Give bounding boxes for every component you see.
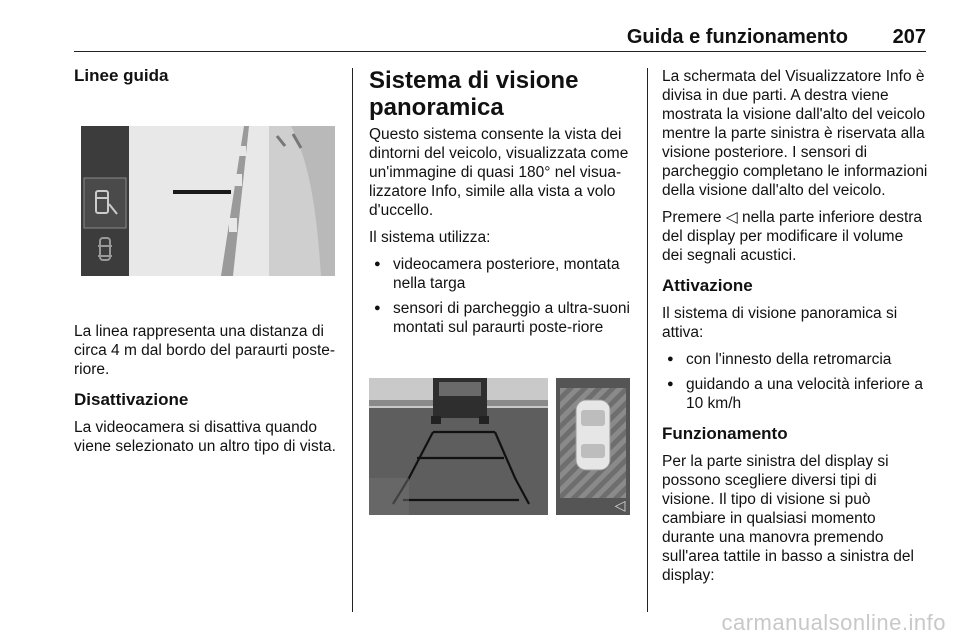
left-column bbox=[74, 62, 342, 94]
right-column bbox=[662, 67, 928, 593]
watermark: carmanualsonline.info bbox=[721, 610, 946, 635]
page-number: 207 bbox=[892, 26, 926, 48]
list-item: ● videocamera posteriore, montata nella targa bbox=[369, 255, 635, 293]
paragraph-guide-line: La linea rappresenta una distanza di circa 4 m dal bordo del paraurti poste-riore. bbox=[74, 323, 336, 378]
vehicle-ahead bbox=[431, 378, 489, 424]
paragraph-intro: Questo sistema consente la vista dei dintorni del veicolo, visualizzata come un'immagine di quasi 180° nel visua-lizzatore Info, simile alla vista a volo d'uccello. bbox=[369, 126, 629, 219]
list-item: ● guidando a una velocità inferiore a 10 km/h bbox=[662, 375, 928, 413]
guide-line-4m bbox=[173, 190, 231, 194]
figure-top-view bbox=[556, 378, 630, 515]
list-item: ● con l'innesto della retromarcia bbox=[662, 350, 928, 369]
activation-conditions-list bbox=[662, 350, 928, 413]
figure-guide-lines bbox=[81, 126, 335, 276]
paragraph-display-split: La schermata del Visualizzatore Info è divisa in due parti. A destra viene mostrata la visione dall'alto del veicolo mentre la parte sinistra è riservata alla visione posteriore. I sensori di parcheggio completano le informazioni della visione dall'alto del veicolo. bbox=[662, 68, 928, 199]
column-divider-1 bbox=[352, 68, 353, 612]
main-title-line1: Sistema di visione bbox=[369, 67, 579, 94]
middle-column bbox=[369, 67, 635, 345]
page-header bbox=[74, 26, 926, 50]
heading-linee-guida: Linee guida bbox=[74, 66, 169, 85]
column-divider-2 bbox=[647, 68, 648, 612]
system-components-list bbox=[369, 255, 635, 337]
paragraph-volume: Premere ◁ nella parte inferiore destra del display per modificare il volume dei segnali acustici. bbox=[662, 209, 923, 264]
paragraph-operation: Per la parte sinistra del display si possono scegliere diversi tipi di visione. Il tipo di visione si può cambiare in qualsiasi momento durante una manovra premendo sull'area tattile in basso a sinistra del display: bbox=[662, 453, 914, 584]
heading-attivazione: Attivazione bbox=[662, 276, 753, 295]
guide-lines-camera-view bbox=[81, 126, 335, 276]
volume-icon: ◁ bbox=[614, 498, 626, 514]
list-item: ● sensori di parcheggio a ultra-suoni montati sul paraurti poste-riore bbox=[369, 299, 635, 337]
top-down-view bbox=[556, 378, 630, 515]
view-button-top bbox=[84, 178, 126, 228]
main-title bbox=[369, 67, 635, 121]
rear-camera-view bbox=[369, 378, 548, 515]
header-rule bbox=[74, 51, 926, 52]
paragraph-activation: Il sistema di visione panoramica si attiva: bbox=[662, 305, 898, 341]
section-title: Guida e funzionamento bbox=[626, 26, 848, 48]
main-title-line2: panoramica bbox=[369, 94, 504, 121]
volume-symbol: ◁ bbox=[725, 209, 738, 226]
paragraph-deactivation: La videocamera si disattiva quando viene selezionato un altro tipo di vista. bbox=[74, 419, 336, 455]
heading-disattivazione: Disattivazione bbox=[74, 390, 189, 409]
paragraph-uses: Il sistema utilizza: bbox=[369, 229, 491, 246]
figure-rear-camera-view bbox=[369, 378, 548, 515]
left-column-lower bbox=[74, 322, 348, 464]
heading-funzionamento: Funzionamento bbox=[662, 424, 788, 443]
